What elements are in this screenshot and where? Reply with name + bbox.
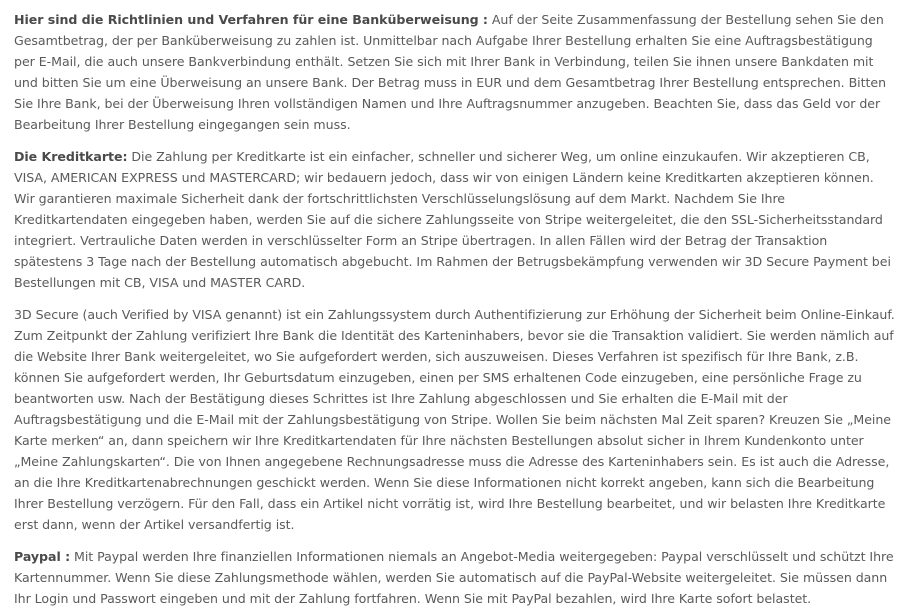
bank-transfer-paragraph	[14, 9, 895, 135]
credit-card-paragraph	[14, 146, 895, 293]
bank-transfer-heading: Hier sind die Richtlinien und Verfahren für eine Banküberweisung :	[14, 12, 488, 27]
paypal-paragraph	[14, 546, 895, 609]
credit-card-text: Die Zahlung per Kreditkarte ist ein einfacher, schneller und sicherer Weg, um online einzukaufen. Wir akzeptieren CB, VISA, AMERICAN EXPRESS und MASTERCARD; wir bedauern jedoch, dass wir von einigen Ländern keine Kreditkarten akzeptieren können. Wir garantieren maximale Sicherheit dank der fortschrittlichsten Verschlüsselungslösung auf dem Markt. Nachdem Sie Ihre Kreditkartendaten eingegeben haben, werden Sie auf die sichere Zahlungsseite von Stripe weitergeleitet, die den SSL-Sicherheitsstandard integriert. Vertrauliche Daten werden in verschlüsselter Form an Stripe übertragen. In allen Fällen wird der Betrag der Transaktion spätestens 3 Tage nach der Bestellung automatisch abgebucht. Im Rahmen der Betrugsbekämpfung verwenden wir 3D Secure Payment bei Bestellungen mit CB, VISA und MASTER CARD.	[14, 149, 891, 290]
credit-card-heading: Die Kreditkarte:	[14, 149, 128, 164]
paypal-heading: Paypal :	[14, 549, 71, 564]
bank-transfer-text: Auf der Seite Zusammenfassung der Bestellung sehen Sie den Gesamtbetrag, der per Banküberweisung zu zahlen ist. Unmittelbar nach Aufgabe Ihrer Bestellung erhalten Sie eine Auftragsbestätigung per E-Mail, die auch unsere Bankverbindung enthält. Setzen Sie sich mit Ihrer Bank in Verbindung, teilen Sie ihnen unsere Bankdaten mit und bitten Sie um eine Überweisung an unsere Bank. Der Betrag muss in EUR und dem Gesamtbetrag Ihrer Bestellung entsprechen. Bitten Sie Ihre Bank, bei der Überweisung Ihren vollständigen Namen und Ihre Auftragsnummer anzugeben. Beachten Sie, dass das Geld vor der Bearbeitung Ihrer Bestellung eingegangen sein muss.	[14, 12, 887, 132]
3d-secure-paragraph	[14, 304, 895, 535]
paypal-text: Mit Paypal werden Ihre finanziellen Informationen niemals an Angebot-Media weitergegeben: Paypal verschlüsselt und schützt Ihre Kartennummer. Wenn Sie diese Zahlungsmethode wählen, werden Sie automatisch auf die PayPal-Website weitergeleitet. Sie müssen dann Ihr Login und Passwort eingeben und mit der Zahlung fortfahren. Wenn Sie mit PayPal bezahlen, wird Ihre Karte sofort belastet.	[14, 549, 894, 606]
3d-secure-text: 3D Secure (auch Verified by VISA genannt) ist ein Zahlungssystem durch Authentifizierung zur Erhöhung der Sicherheit beim Online-Einkauf. Zum Zeitpunkt der Zahlung verifiziert Ihre Bank die Identität des Karteninhabers, bevor sie die Transaktion validiert. Sie werden nämlich auf die Website Ihrer Bank weitergeleitet, wo Sie aufgefordert werden, sich auszuweisen. Dieses Verfahren ist spezifisch für Ihre Bank, z.B. können Sie aufgefordert werden, Ihr Geburtsdatum einzugeben, einen per SMS erhaltenen Code einzugeben, eine persönliche Frage zu beantworten usw. Nach der Bestätigung dieses Schrittes ist Ihre Zahlung abgeschlossen und Sie erhalten die E-Mail mit der Auftragsbestätigung und die E-Mail mit der Zahlungsbestätigung von Stripe. Wollen Sie beim nächsten Mal Zeit sparen? Kreuzen Sie „Meine Karte merken“ an, dann speichern wir Ihre Kreditkartendaten für Ihre nächsten Bestellungen absolut sicher in Ihrem Kundenkonto unter „Meine Zahlungskarten“. Die von Ihnen angegebene Rechnungsadresse muss die Adresse des Karteninhabers sein. Es ist auch die Adresse, an die Ihre Kreditkartenabrechnungen geschickt werden. Wenn Sie diese Informationen nicht korrekt angeben, kann sich die Bearbeitung Ihrer Bestellung verzögern. Für den Fall, dass ein Artikel nicht vorrätig ist, wird Ihre Bestellung bearbeitet, und wir belasten Ihre Kreditkarte erst dann, wenn der Artikel versandfertig ist.	[14, 307, 895, 532]
